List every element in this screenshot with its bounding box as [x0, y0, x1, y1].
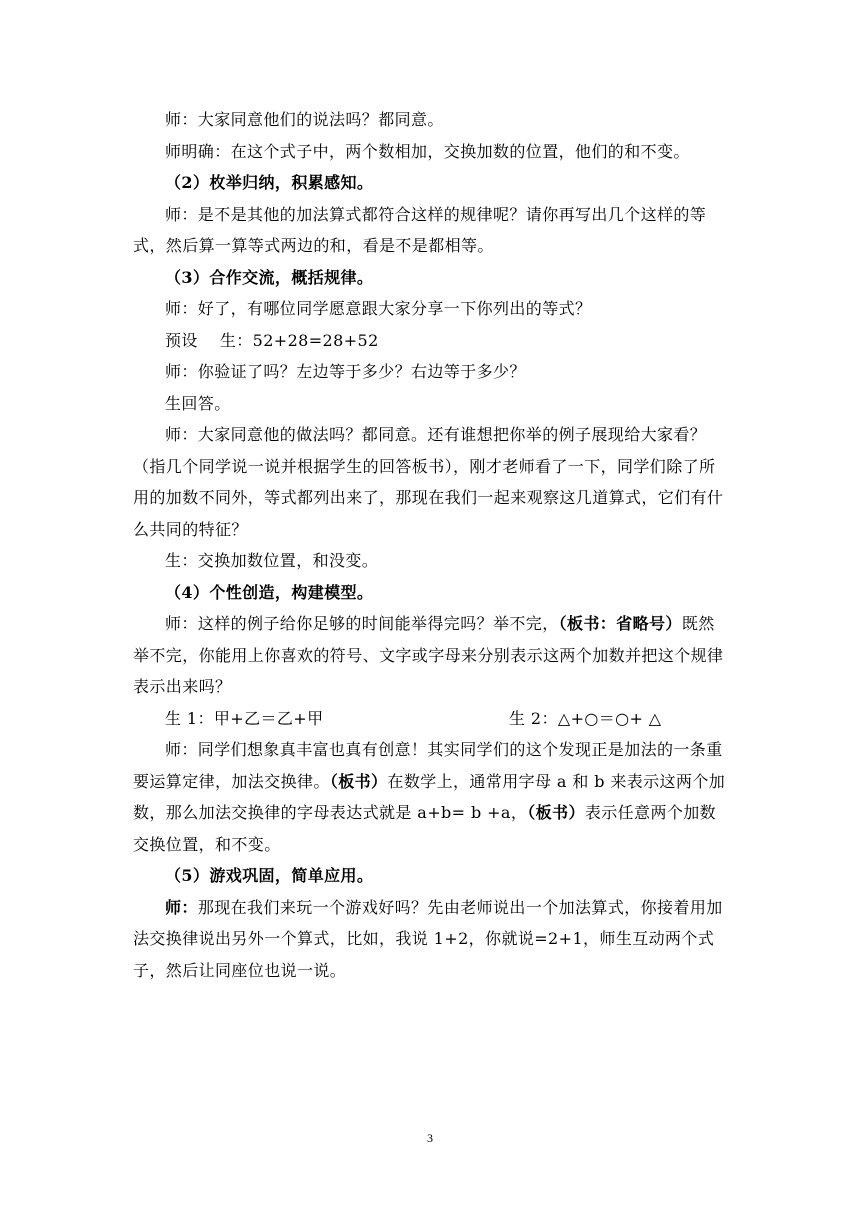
bold-run: 师： — [165, 897, 198, 917]
bold-run: （板书） — [527, 803, 585, 822]
student-answers-row — [133, 703, 728, 735]
paragraph: 师：你验证了吗？左边等于多少？右边等于多少？ — [165, 362, 526, 381]
preset-text: 生：52+28=28+52 — [219, 330, 379, 350]
paragraph: 师：好了，有哪位同学愿意跟大家分享一下你列出的等式？ — [165, 299, 592, 318]
page-number: 3 — [427, 1131, 433, 1145]
paragraph: 生回答。 — [165, 393, 231, 413]
section-heading-4: （4）个性创造，构建模型。 — [165, 582, 374, 602]
paragraph: 师明确：在这个式子中，两个数相加，交换加数的位置，他们的和不变。 — [165, 141, 690, 161]
section-heading-5: （5）游戏巩固，简单应用。 — [165, 866, 374, 885]
bold-run: （板书） — [329, 771, 388, 791]
paragraph: 师：大家同意他们的说法吗？都同意。 — [165, 110, 444, 129]
paragraph: 师：是不是其他的加法算式都符合这样的规律呢？请你再写出几个这样的等式，然后算一算等式两边的和，看是不是都相等。 — [133, 204, 707, 255]
text-run: 师：同学们想象真丰富也真有创意！其实同学们的这个发现正是加法的一条重要运算定律，加法交换律。 — [133, 740, 723, 791]
paragraph: 师：大家同意他的做法吗？都同意。还有谁想把你举的例子展现给大家看？（指几个同学说一说并根据学生的回答板书），刚才老师看了一下，同学们除了所用的加数不同外，等式都列出来了，那现在我们一起来观察这几道算式，它们有什么共同的特征？ — [133, 425, 724, 539]
bold-run: （板书：省略号） — [558, 614, 682, 633]
document-body — [133, 104, 728, 986]
paragraph — [133, 734, 728, 860]
paragraph — [133, 325, 728, 357]
text-run: 既然举不完，你能用上你喜欢的符号、文字或字母来分别表示这两个加数并把这个规律表示出来吗？ — [133, 614, 724, 696]
paragraph — [133, 608, 728, 703]
text-run: 那现在我们来玩一个游戏好吗？先由老师说出一个加法算式，你接着用加法交换律说出另外一个算式，比如，我说 1+2，你就说=2+1，师生互动两个式子，然后让同座位也说一说。 — [133, 897, 723, 980]
student-2-answer: 生 2：△+○＝○+ △ — [509, 708, 662, 728]
section-heading-3: （3）合作交流，概括规律。 — [165, 267, 374, 287]
student-1-answer: 生 1：甲+乙＝乙+甲 — [165, 708, 324, 728]
text-run: 师：这样的例子给你足够的时间能举得完吗？举不完， — [165, 614, 559, 633]
text-run: 在数学上，通常用字母 a 和 b 来表示这两个加数，那么加法交换律的字母表达式就是 a+b= b +a， — [133, 771, 726, 822]
text-run: 表示任意两个加数交换位置，和不变。 — [133, 803, 717, 854]
paragraph: 生：交换加数位置，和没变。 — [165, 551, 379, 570]
paragraph — [133, 892, 728, 987]
preset-label: 预设 — [165, 330, 198, 350]
section-heading-2: （2）枚举归纳，积累感知。 — [165, 173, 374, 192]
